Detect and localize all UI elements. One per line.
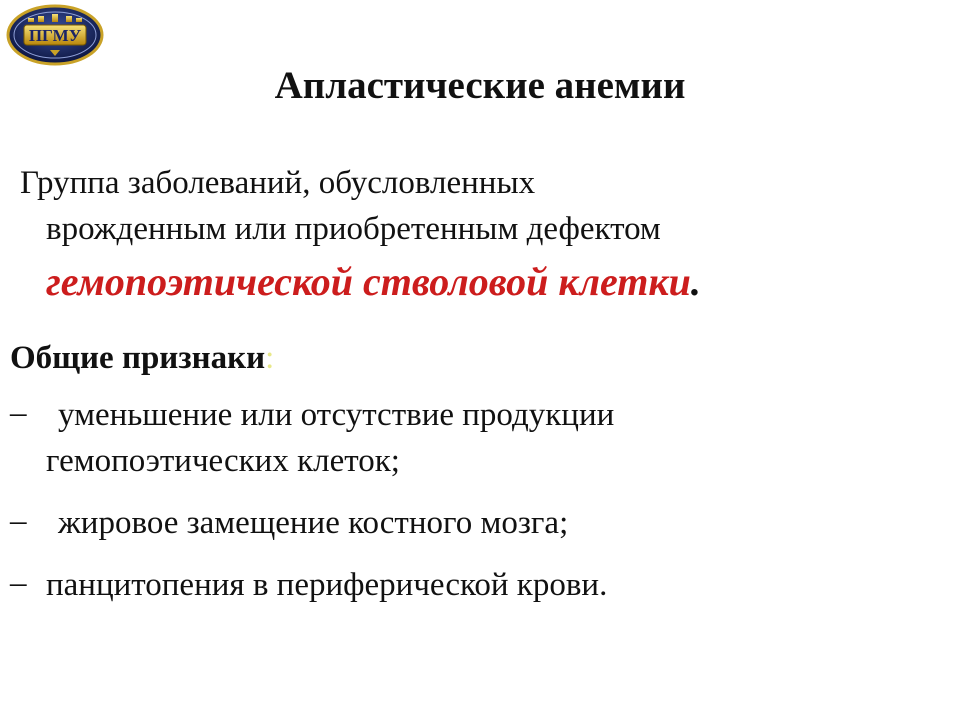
intro-paragraph (20, 160, 940, 308)
features-heading (10, 335, 274, 381)
list-item-text: панцитопения в периферической крови. (46, 567, 608, 603)
features-heading-text: Общие признаки (10, 340, 266, 376)
list-item (10, 392, 940, 484)
features-list (10, 392, 940, 608)
list-item (10, 562, 940, 608)
slide-title: Апластические анемии (274, 64, 686, 107)
university-logo-icon (6, 4, 104, 66)
dash-bullet: – (10, 565, 27, 601)
intro-emphasis-dot: . (690, 259, 701, 304)
list-item-text: уменьшение или отсутствие продукции (58, 397, 615, 433)
intro-line-2: врожденным или приобретенным дефектом (46, 211, 661, 247)
list-item-continuation: гемопоэтических клеток; (46, 443, 400, 479)
logo-graphic (6, 4, 104, 66)
list-item-text: жировое замещение костного мозга; (58, 505, 569, 541)
intro-emphasis-text: гемопоэтической стволовой клетки (46, 259, 691, 304)
list-item (10, 500, 940, 546)
svg-text:ПГМУ: ПГМУ (28, 26, 82, 45)
features-heading-colon: : (265, 340, 275, 376)
dash-bullet: – (10, 503, 27, 539)
intro-line-1: Группа заболеваний, обусловленных (20, 165, 536, 201)
dash-bullet: – (10, 395, 27, 431)
intro-emphasis-line (20, 256, 940, 308)
